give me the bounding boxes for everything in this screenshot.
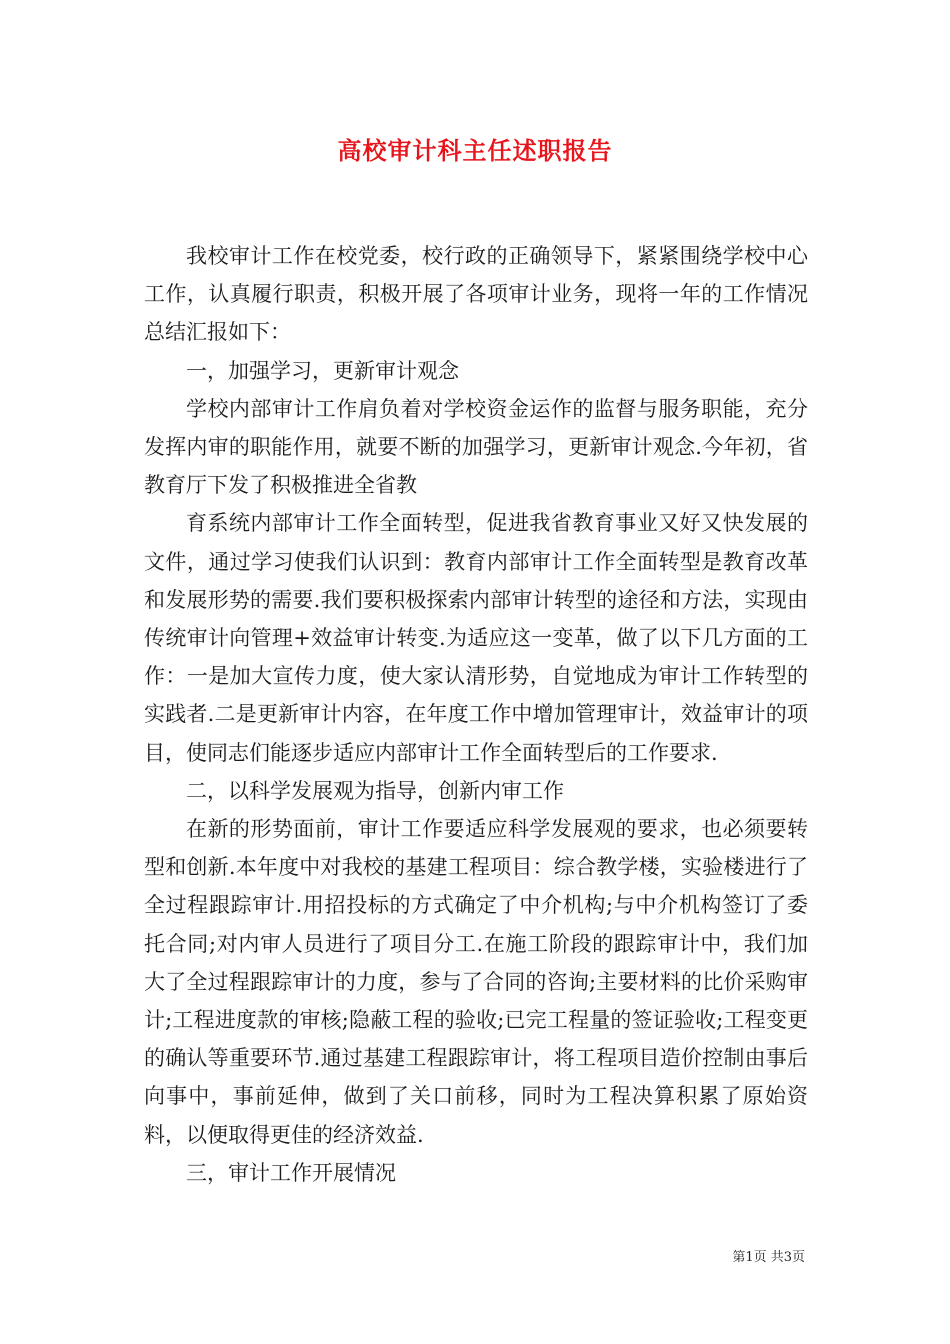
document-body [144, 237, 808, 1192]
section-heading-2: 二，以科学发展观为指导，创新内审工作 [186, 778, 564, 803]
paragraph-learning: 学校内部审计工作肩负着对学校资金运作的监督与服务职能，充分发挥内审的职能作用，就要不断的加强学习，更新审计观念.今年初，省教育厅下发了积极推进全省教 [144, 396, 808, 498]
paragraph-innovation: 在新的形势面前，审计工作要适应科学发展观的要求，也必须要转型和创新.本年度中对我校的基建工程项目：综合教学楼，实验楼进行了全过程跟踪审计.用招投标的方式确定了中介机构;与中介机构签订了委托合同;对内审人员进行了项目分工.在施工阶段的跟踪审计中，我们加大了全过程跟踪审计的力度，参与了合同的咨询;主要材料的比价采购审计;工程进度款的审核;隐蔽工程的验收;已完工程量的签证验收;工程变更的确认等重要环节.通过基建工程跟踪审计，将工程项目造价控制由事后向事中，事前延伸，做到了关口前移，同时为工程决算积累了原始资料，以便取得更佳的经济效益. [144, 817, 808, 1147]
page-number: 第1页 共3页 [732, 1250, 805, 1265]
section-heading-1: 一，加强学习，更新审计观念 [186, 358, 459, 383]
section-heading-3: 三，审计工作开展情况 [186, 1160, 396, 1185]
paragraph-transformation: 育系统内部审计工作全面转型，促进我省教育事业又好又快发展的文件，通过学习使我们认识到：教育内部审计工作全面转型是教育改革和发展形势的需要.我们要积极探索内部审计转型的途径和方法，实现由传统审计向管理+效益审计转变.为适应这一变革，做了以下几方面的工作：一是加大宣传力度，使大家认清形势，自觉地成为审计工作转型的实践者.二是更新审计内容，在年度工作中增加管理审计，效益审计的项目，使同志们能逐步适应内部审计工作全面转型后的工作要求. [144, 511, 808, 765]
document-title: 高校审计科主任述职报告 [337, 136, 613, 165]
paragraph-intro: 我校审计工作在校党委，校行政的正确领导下，紧紧围绕学校中心工作，认真履行职责，积极开展了各项审计业务，现将一年的工作情况总结汇报如下： [144, 244, 808, 345]
